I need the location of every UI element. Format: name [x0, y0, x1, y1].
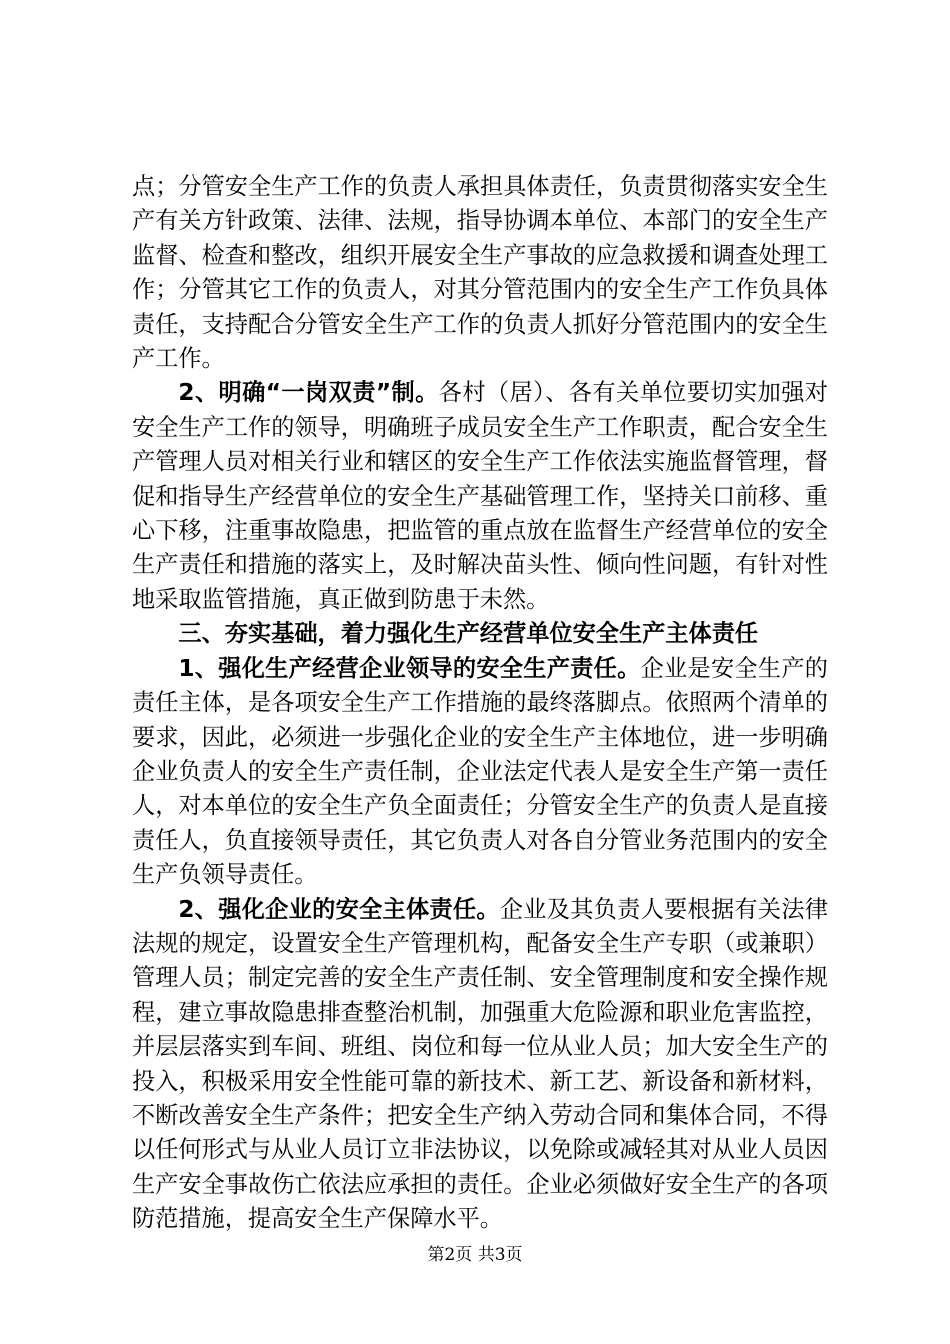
paragraph-lead: 2、明确“一岗双责”制。: [178, 379, 439, 407]
paragraph-text: 企业是安全生产的责任主体，是各项安全生产工作措施的最终落脚点。依照两个清单的要求，因此，必须进一步强化企业的安全生产主体地位，进一步明确企业负责人的安全生产责任制，企业法定代表人是安全生产第一责任人，对本单位的安全生产负全面责任；分管安全生产的负责人是直接责任人，负直接领导责任，其它负责人对各自分管业务范围内的安全生产负领导责任。: [132, 654, 828, 889]
paragraph-text: 点；分管安全生产工作的负责人承担具体责任，负责贯彻落实安全生产有关方针政策、法律、法规，指导协调本单位、本部门的安全生产监督、检查和整改，组织开展安全生产事故的应急救援和调查处理工作；分管其它工作的负责人，对其分管范围内的安全生产工作负具体责任，支持配合分管安全生产工作的负责人抓好分管范围内的安全生产工作。: [132, 173, 828, 373]
paragraph-lead: 1、强化生产经营企业领导的安全生产责任。: [178, 654, 641, 682]
document-body: [132, 170, 828, 1237]
paragraph-lead: 2、强化企业的安全主体责任。: [178, 895, 500, 923]
page-number: 第2页 共3页: [427, 1245, 523, 1265]
paragraph-text: 企业及其负责人要根据有关法律法规的规定，设置安全生产管理机构，配备安全生产专职（或兼职）管理人员；制定完善的安全生产责任制、安全管理制度和安全操作规程，建立事故隐患排查整治机制，加强重大危险源和职业危害监控，并层层落实到车间、班组、岗位和每一位从业人员；加大安全生产的投入，积极采用安全性能可靠的新技术、新工艺、新设备和新材料，不断改善安全生产条件；把安全生产纳入劳动合同和集体合同，不得以任何形式与从业人员订立非法协议，以免除或减轻其对从业人员因生产安全事故伤亡依法应承担的责任。企业必须做好安全生产的各项防范措施，提高安全生产保障水平。: [132, 895, 829, 1233]
paragraph-enterprise-leadership: [132, 652, 828, 893]
section-heading-text: 三、夯实基础，着力强化生产经营单位安全生产主体责任: [178, 620, 759, 648]
paragraph-enterprise-responsibility: [132, 893, 828, 1237]
section-heading: [132, 617, 828, 651]
paragraph-text: 各村（居）、各有关单位要切实加强对安全生产工作的领导，明确班子成员安全生产工作职责，配合安全生产管理人员对相关行业和辖区的安全生产工作依法实施监督管理，督促和指导生产经营单位的安全生产基础管理工作，坚持关口前移、重心下移，注重事故隐患，把监管的重点放在监督生产经营单位的安全生产责任和措施的落实上，及时解决苗头性、倾向性问题，有针对性地采取监管措施，真正做到防患于未然。: [132, 379, 828, 613]
page-footer: [0, 1244, 950, 1266]
paragraph-continuation: [132, 170, 828, 376]
paragraph-one-post-two-duties: [132, 376, 828, 617]
